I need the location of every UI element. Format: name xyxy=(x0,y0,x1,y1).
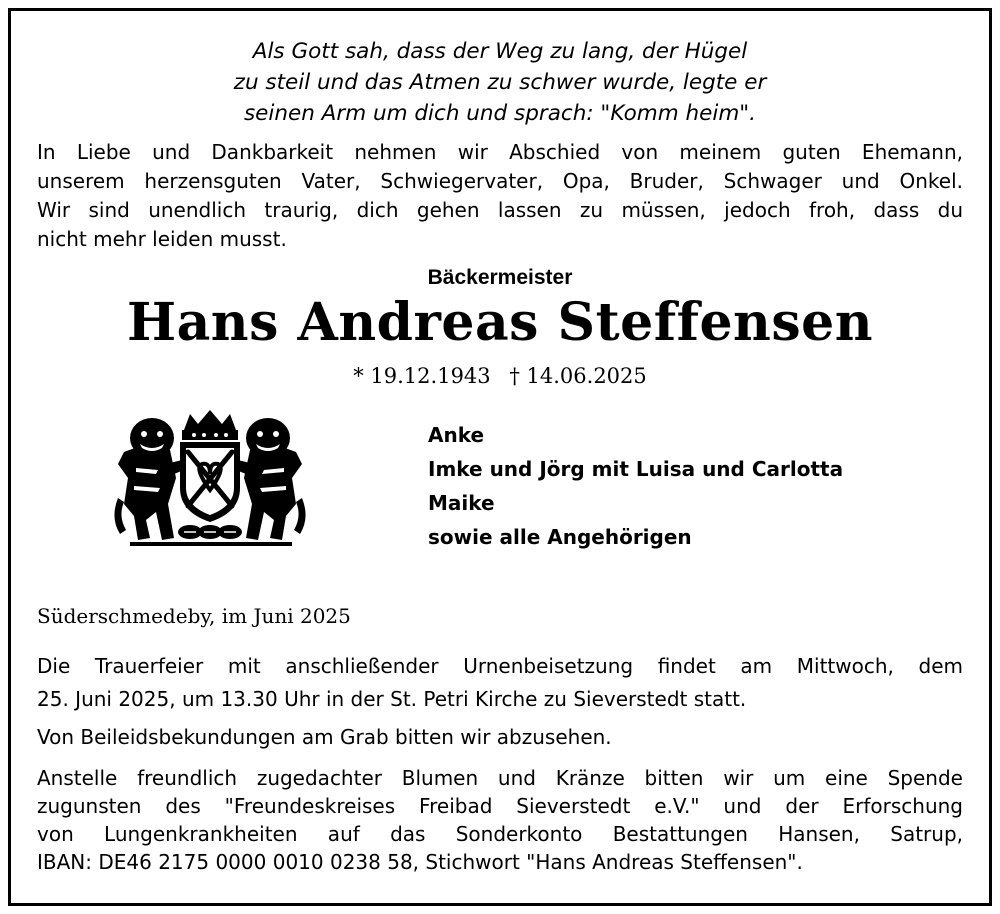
intro-paragraph xyxy=(37,138,963,254)
death-date: † 14.06.2025 xyxy=(509,364,647,388)
poem-line: zu steil und das Atmen zu schwer wurde, legte er xyxy=(233,70,767,95)
poem-line: Als Gott sah, dass der Weg zu lang, der Hügel xyxy=(252,39,748,64)
donation-line: zugunsten des "Freundeskreises Freibad Sieverstedt e.V." und der Erforschung xyxy=(37,794,963,818)
intro-line: Wir sind unendlich traurig, dich gehen lassen zu müssen, jedoch froh, dass du xyxy=(37,198,963,222)
mourner: Maike xyxy=(428,491,495,515)
funeral-line: Die Trauerfeier mit anschließender Urnenbeisetzung findet am Mittwoch, dem xyxy=(37,654,963,678)
intro-line: nicht mehr leiden musst. xyxy=(37,227,287,251)
birth-date: * 19.12.1943 xyxy=(353,364,491,388)
intro-line: In Liebe und Dankbarkeit nehmen wir Abschied von meinem guten Ehemann, xyxy=(37,140,963,164)
bakers-guild-crest-icon xyxy=(110,408,310,550)
deceased-name: Hans Andreas Steffensen xyxy=(126,292,874,353)
intro-line: unserem herzensguten Vater, Schwiegervater, Opa, Bruder, Schwager und Onkel. xyxy=(37,169,963,193)
donation-line: Anstelle freundlich zugedachter Blumen und Kränze bitten wir um eine Spende xyxy=(37,766,963,790)
condolence-note: Von Beileidsbekundungen am Grab bitten wir abzusehen. xyxy=(37,725,612,749)
profession: Bäckermeister xyxy=(427,266,573,289)
mourner: sowie alle Angehörigen xyxy=(428,525,692,549)
funeral-line: 25. Juni 2025, um 13.30 Uhr in der St. Petri Kirche zu Sieverstedt statt. xyxy=(37,687,747,711)
poem xyxy=(60,36,940,129)
mourners-list xyxy=(428,418,843,554)
donation-line: IBAN: DE46 2175 0000 0010 0238 58, Stichwort "Hans Andreas Steffensen". xyxy=(37,850,803,874)
mourner: Anke xyxy=(428,423,485,447)
life-dates xyxy=(0,364,1000,388)
funeral-paragraph xyxy=(37,650,963,716)
mourner: Imke und Jörg mit Luisa und Carlotta xyxy=(428,457,844,481)
donation-line: von Lungenkrankheiten auf das Sonderkonto Bestattungen Hansen, Satrup, xyxy=(37,822,963,846)
place-date: Süderschmedeby, im Juni 2025 xyxy=(37,604,351,628)
poem-line: seinen Arm um dich und sprach: "Komm heim". xyxy=(243,101,757,126)
donation-paragraph xyxy=(37,764,963,876)
